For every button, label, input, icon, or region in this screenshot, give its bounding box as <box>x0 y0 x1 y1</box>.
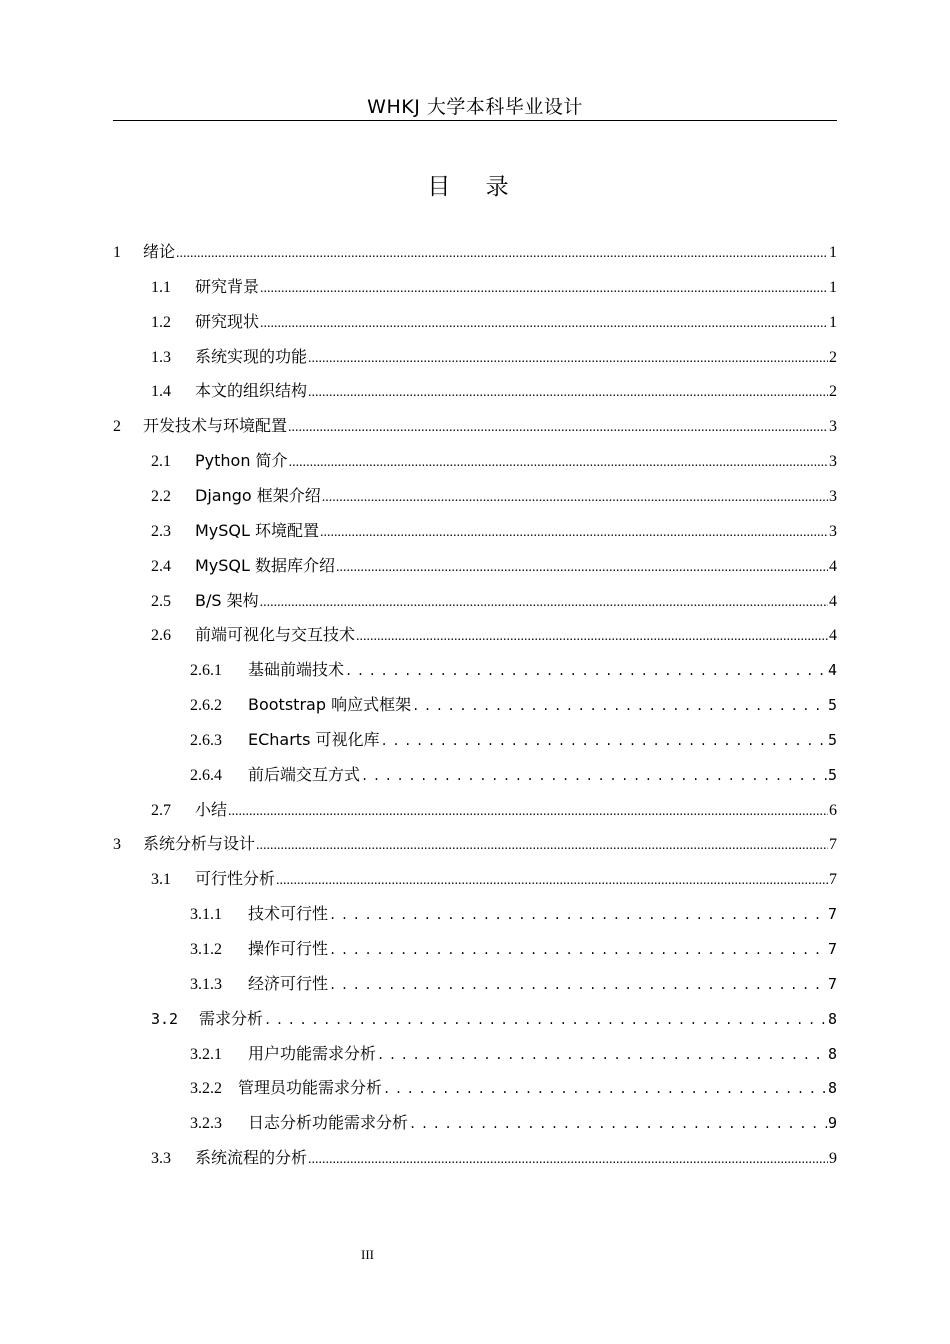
dot-leader <box>322 486 828 510</box>
dot-leader <box>176 242 828 266</box>
toc-entry[interactable] <box>151 449 837 473</box>
toc-entry[interactable] <box>113 414 837 438</box>
toc-entry-title: 开发技术与环境配置 <box>143 416 288 436</box>
toc-entry[interactable] <box>190 1076 837 1100</box>
toc-entry-page: 4 <box>829 627 837 645</box>
toc-entry-title: 研究现状 <box>195 311 260 331</box>
toc-entry-title: 可行性分析 <box>195 869 276 889</box>
toc-entry-page: 3 <box>829 522 837 540</box>
toc-entry-title: 绪论 <box>143 242 176 261</box>
toc-entry[interactable] <box>151 554 837 578</box>
dot-leader <box>377 1043 827 1067</box>
toc-entry-title: 系统实现的功能 <box>195 346 308 366</box>
toc-entry-page: 8 <box>827 1009 837 1028</box>
toc-entry[interactable] <box>151 589 837 613</box>
toc-entry-number: 3.2.3 <box>190 1115 222 1133</box>
toc-entry-title: 基础前端技术 <box>248 660 345 680</box>
dot-leader <box>288 416 828 440</box>
toc-entry-number: 3.2.2 <box>190 1080 222 1098</box>
toc-entry-title: 操作可行性 <box>248 939 329 958</box>
dot-leader <box>308 381 828 405</box>
toc-entry[interactable] <box>151 310 837 334</box>
toc-entry-number: 2 <box>113 418 121 436</box>
toc-entry-page: 6 <box>829 801 837 819</box>
dot-leader <box>276 869 828 893</box>
toc-entry-title: 系统流程的分析 <box>195 1148 308 1168</box>
toc-entry-number: 3.1 <box>151 871 171 889</box>
header-title: WHKJ 大学本科毕业设计 <box>367 96 583 118</box>
toc-entry-page: 7 <box>829 836 837 854</box>
toc-entry[interactable] <box>113 240 837 264</box>
toc-entry-page: 3 <box>829 453 837 471</box>
toc-entry-page: 2 <box>829 383 837 401</box>
toc-entry-page: 5 <box>827 696 837 715</box>
toc-entry[interactable] <box>151 623 837 647</box>
dot-leader <box>264 1008 827 1032</box>
toc-entry-number: 3.1.1 <box>190 906 222 924</box>
toc-entry[interactable] <box>190 1111 837 1135</box>
toc-entry-number: 1.1 <box>151 278 171 296</box>
toc-entry[interactable] <box>151 379 837 403</box>
toc-entry-number: 2.7 <box>151 801 171 819</box>
dot-leader <box>308 1148 828 1172</box>
toc-entry-number: 3.1.3 <box>190 975 222 993</box>
dot-leader <box>356 625 828 649</box>
toc-entry[interactable] <box>190 658 837 682</box>
toc-entry-number: 1.3 <box>151 348 171 366</box>
toc-entry-page: 1 <box>829 278 837 296</box>
dot-leader <box>345 659 827 683</box>
toc-entry[interactable] <box>151 1007 837 1031</box>
toc-entry-number: 1 <box>113 244 121 261</box>
toc-entry-number: 2.6 <box>151 627 171 645</box>
toc-entry[interactable] <box>151 1146 837 1170</box>
toc-title: 目 录 <box>427 174 523 200</box>
toc-entry-page: 9 <box>829 1150 837 1168</box>
toc-entry-number: 1.4 <box>151 383 171 401</box>
toc-entry-number: 3 <box>113 836 121 854</box>
toc-entry-title: 需求分析 <box>199 1008 264 1028</box>
toc-entry-page: 5 <box>827 730 837 749</box>
toc-entry-page: 7 <box>827 974 837 993</box>
toc-entry-number: 2.1 <box>151 453 171 471</box>
dot-leader <box>409 1112 827 1136</box>
toc-entry-page: 7 <box>827 905 837 924</box>
dot-leader <box>289 451 828 475</box>
toc-entry-page: 8 <box>827 1079 837 1098</box>
toc-entry[interactable] <box>190 763 837 787</box>
toc-entry-title: 经济可行性 <box>248 973 329 993</box>
dot-leader <box>260 591 828 615</box>
toc-entry-page: 3 <box>829 487 837 505</box>
toc-entry[interactable] <box>151 275 837 299</box>
toc-entry-title: Bootstrap 响应式框架 <box>248 695 412 715</box>
page-header <box>113 92 837 121</box>
toc-entry-page: 4 <box>829 557 837 575</box>
toc-entry-number: 1.2 <box>151 313 171 331</box>
dot-leader <box>260 312 828 336</box>
dot-leader <box>260 277 828 301</box>
toc-entry-title: 管理员功能需求分析 <box>238 1078 383 1098</box>
toc-entry-page: 1 <box>829 313 837 331</box>
toc-entry-title: 研究背景 <box>195 276 260 296</box>
toc-entry-title: MySQL 环境配置 <box>195 520 320 540</box>
toc-entry[interactable] <box>151 867 837 891</box>
toc-entry[interactable] <box>190 728 837 752</box>
toc-entry-page: 8 <box>827 1044 837 1063</box>
toc-entry-title: 用户功能需求分析 <box>248 1043 377 1063</box>
toc-entry-title: B/S 架构 <box>195 590 259 610</box>
dot-leader <box>329 973 827 997</box>
toc-entry-title: 小结 <box>195 799 228 819</box>
dot-leader <box>336 556 828 580</box>
toc-entry-number: 2.5 <box>151 592 171 610</box>
toc-entry-title: ECharts 可视化库 <box>248 729 380 749</box>
toc-entry-number: 2.2 <box>151 487 171 505</box>
dot-leader <box>320 521 828 545</box>
dot-leader <box>308 347 828 371</box>
dot-leader <box>383 1077 827 1101</box>
toc-entry[interactable] <box>151 519 837 543</box>
toc-entry[interactable] <box>190 1042 837 1066</box>
dot-leader <box>329 938 827 962</box>
toc-entry-number: 3.3 <box>151 1150 171 1168</box>
toc-entry-page: 9 <box>827 1114 837 1133</box>
toc-entry-title: 前端可视化与交互技术 <box>195 625 356 645</box>
toc-entry-number: 2.4 <box>151 557 171 575</box>
toc-entry-title: 本文的组织结构 <box>195 381 308 401</box>
dot-leader <box>228 800 828 824</box>
toc-entry-page: 7 <box>827 940 837 958</box>
toc-entry-number: 3.2.1 <box>190 1045 222 1063</box>
dot-leader <box>256 834 828 858</box>
toc-entry-page: 5 <box>827 765 837 784</box>
page-number: III <box>361 1247 374 1262</box>
toc-entry-number: 2.6.2 <box>190 697 222 715</box>
toc-entry[interactable] <box>190 902 837 926</box>
toc-entry-title: MySQL 数据库介绍 <box>195 555 336 575</box>
toc-entry-number: 2.6.3 <box>190 731 222 749</box>
toc-entry-number: 2.6.1 <box>190 662 222 680</box>
toc-entry-page: 3 <box>829 418 837 436</box>
toc-entry-title: 前后端交互方式 <box>248 764 361 784</box>
toc-entry-title: 系统分析与设计 <box>143 834 256 854</box>
toc-entry-page: 7 <box>829 871 837 889</box>
toc-entry-title: 技术可行性 <box>248 904 329 924</box>
dot-leader <box>412 694 827 718</box>
toc-entry[interactable] <box>190 693 837 717</box>
toc-entry-number: 3.2 <box>151 1009 179 1028</box>
toc-entry[interactable] <box>151 484 837 508</box>
toc-entry[interactable] <box>151 345 837 369</box>
toc-entry-title: Django 框架介绍 <box>195 485 321 505</box>
dot-leader <box>361 764 827 788</box>
toc-entry-page: 4 <box>829 592 837 610</box>
toc-entry-number: 3.1.2 <box>190 941 222 958</box>
dot-leader <box>329 903 827 927</box>
toc-entry[interactable] <box>190 937 837 961</box>
toc-entry[interactable] <box>151 798 837 822</box>
toc-entry-title: 日志分析功能需求分析 <box>248 1113 409 1133</box>
toc-entry-number: 2.3 <box>151 522 171 540</box>
toc-entry-page: 4 <box>827 661 837 680</box>
toc-entry-number: 2.6.4 <box>190 766 222 784</box>
dot-leader <box>381 729 827 753</box>
toc-entry-page: 2 <box>829 348 837 366</box>
toc-entry[interactable] <box>113 832 837 856</box>
toc-entry-title: Python 简介 <box>195 451 288 471</box>
toc-entry-page: 1 <box>829 244 837 261</box>
toc-entry[interactable] <box>190 972 837 996</box>
